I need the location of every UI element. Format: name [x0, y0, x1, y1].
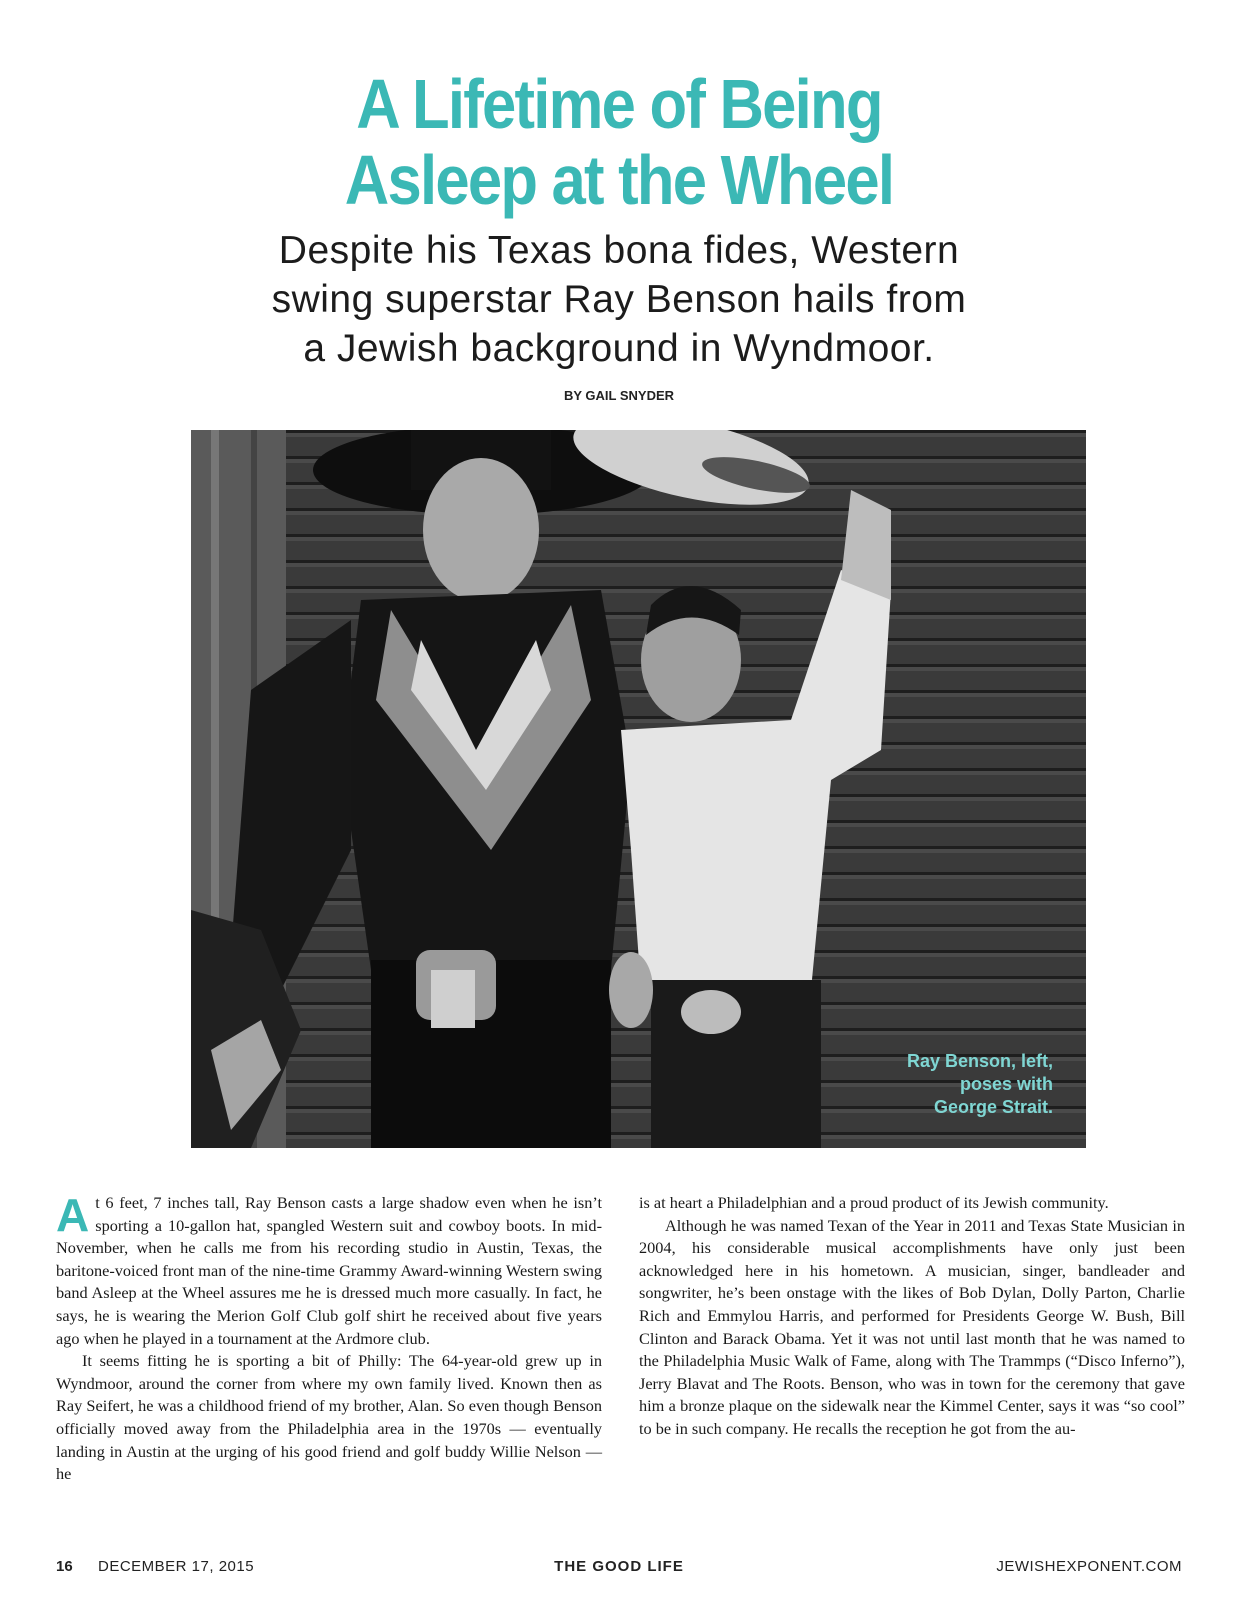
headline — [74, 66, 1163, 218]
dek-line-2: swing superstar Ray Benson hails from — [271, 278, 967, 321]
dek-line-1: Despite his Texas bona fides, Western — [278, 229, 960, 272]
paragraph-text: t 6 feet, 7 inches tall, Ray Benson casts a large shadow even when he isn’t sporting a 10-gallon hat, spangled Western suit and cowboy boots. In mid-November, when he calls me from his recording studio in Austin, Texas, the baritone-voiced front man of the nine-time Grammy Award-winning Western swing band Asleep at the Wheel assures me he is dressed much more casually. In fact, he says, he is wearing the Merion Golf Club golf shirt he received about five years ago when he played in a tournament at the Ardmore club. — [56, 1193, 602, 1348]
article-column-left — [56, 1189, 602, 1486]
byline: BY GAIL SNYDER — [563, 388, 675, 403]
article-photo — [191, 430, 1086, 1148]
dek-line-3: a Jewish background in Wyndmoor. — [303, 327, 935, 370]
drop-cap: A — [56, 1189, 90, 1241]
website-url: JEWISHEXPONENT.COM — [996, 1558, 1182, 1575]
photo-caption: Ray Benson, left, poses with George Strait. — [906, 1051, 1053, 1117]
article-paragraph: Although he was named Texan of the Year in 2011 and Texas State Musician in 2004, his considerable musical accomplishments have only just been acknowledged here in his hometown. A musician, singer, bandleader and songwriter, he’s been onstage with the likes of Bob Dylan, Dolly Parton, Charlie Rich and Emmylou Harris, and performed for Presidents George W. Bush, Bill Clinton and Barack Obama. Yet it was not until last month that he was named to the Philadelphia Music Walk of Fame, along with The Trammps (“Disco Inferno”), Jerry Blavat and The Roots. Benson, who was in town for the ceremony that gave him a bronze plaque on the sidewalk near the Kimmel Center, says it was “so cool” to be in such company. He recalls the reception he got from the au- — [639, 1215, 1185, 1438]
photo-illustration — [191, 430, 1086, 1148]
article-paragraph: is at heart a Philadelphian and a proud product of its Jewish community. — [639, 1193, 1109, 1212]
page-footer — [56, 1558, 1182, 1580]
article-paragraph — [56, 1189, 602, 1350]
headline-line-2: Asleep at the Wheel — [344, 141, 894, 219]
dek — [0, 226, 1238, 373]
headline-line-1: A Lifetime of Being — [356, 65, 882, 143]
article-paragraph: It seems fitting he is sporting a bit of Philly: The 64-year-old grew up in Wyndmoor, around the corner from where my own family lived. Known then as Ray Seifert, he was a childhood friend of my brother, Alan. So even though Benson officially moved away from the Philadelphia area in the 1970s — eventually landing in Austin at the urging of his good friend and golf buddy Willie Nelson — he — [56, 1351, 602, 1484]
section-name: THE GOOD LIFE — [554, 1558, 684, 1575]
article-column-right — [639, 1192, 1185, 1441]
issue-date: DECEMBER 17, 2015 — [98, 1558, 255, 1575]
page-number: 16 — [56, 1558, 73, 1575]
